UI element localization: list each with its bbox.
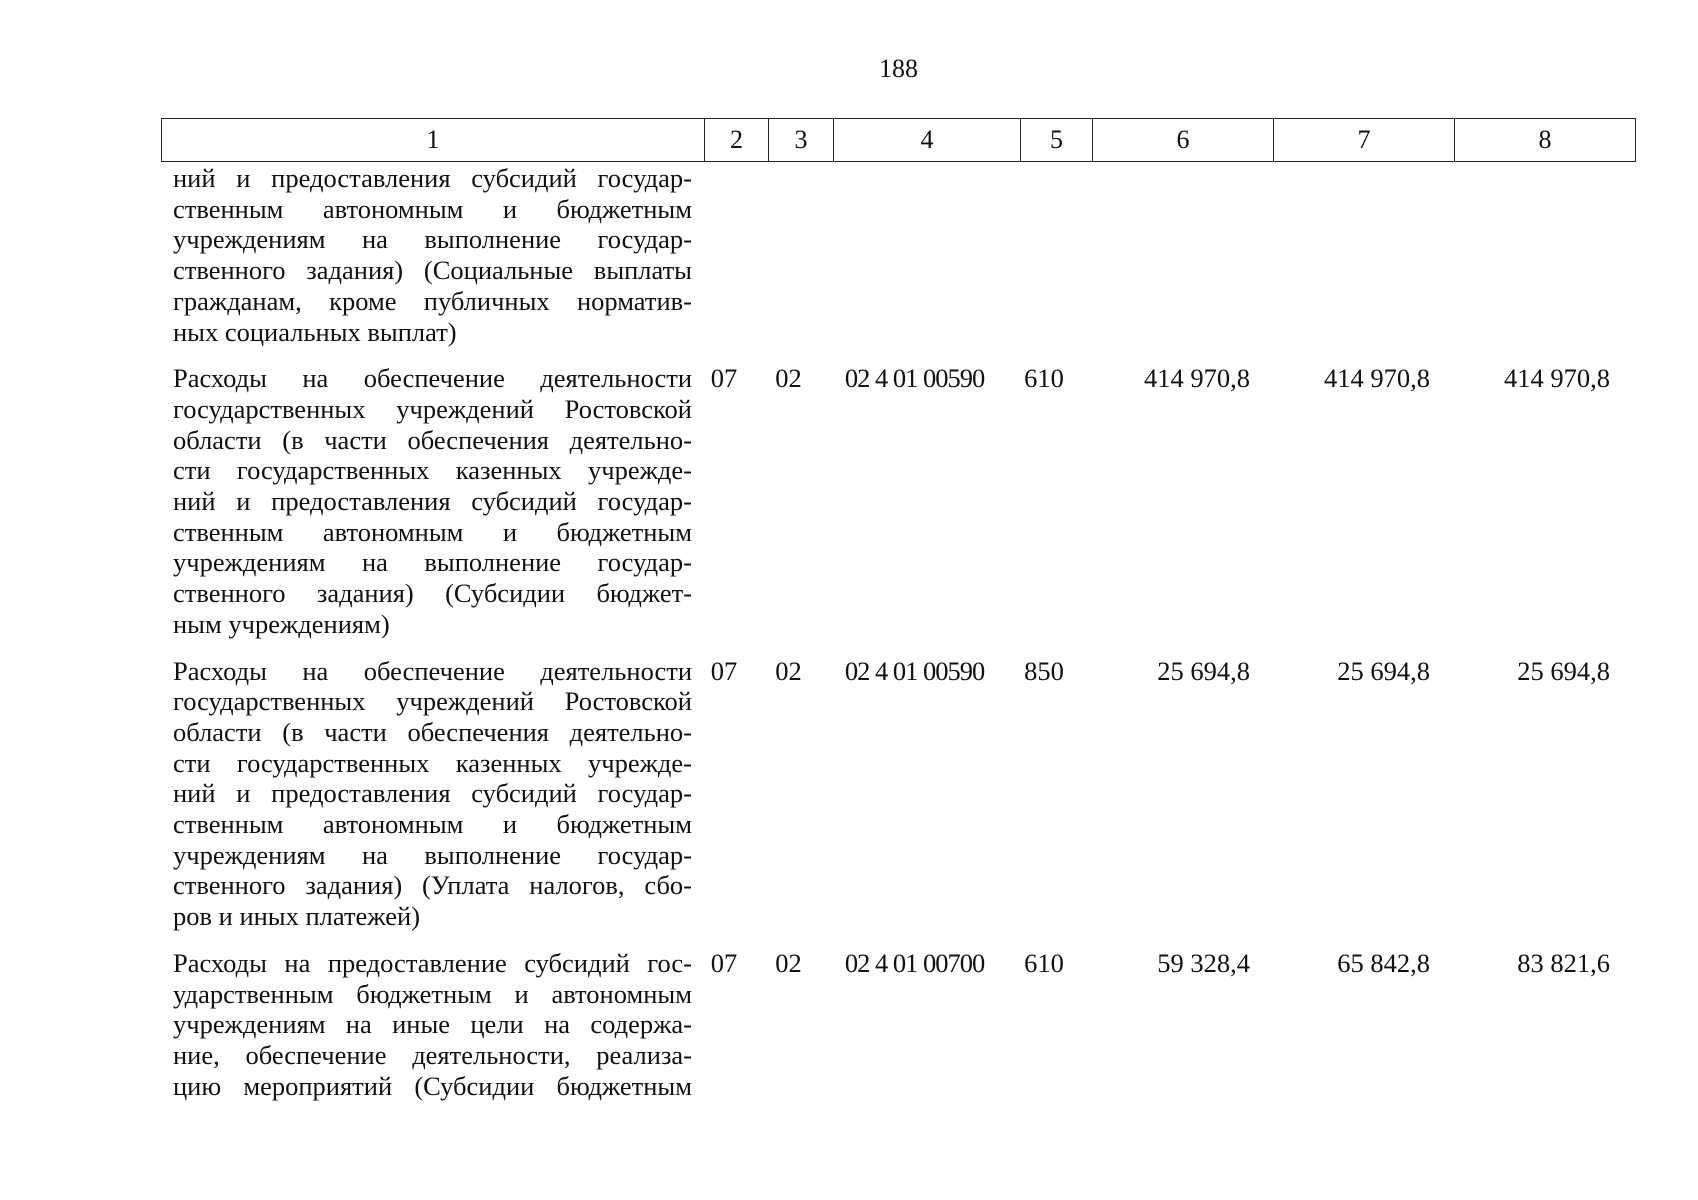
description-line: ственным автономным и бюджетным [173, 809, 692, 840]
cell-amount-col7: 25 694,8 [1337, 655, 1430, 686]
description-line: сти государственных казенных учрежде- [173, 747, 692, 778]
cell-expense-type: 610 [1024, 363, 1064, 394]
description-line: ственным автономным и бюджетным [173, 193, 692, 224]
header-col-5: 5 [1021, 119, 1093, 162]
cell-amount-col6: 414 970,8 [1144, 363, 1250, 394]
cell-amount-col6: 59 328,4 [1157, 947, 1250, 978]
description-line: Расходы на обеспечение деятельности [173, 363, 692, 394]
header-col-7: 7 [1274, 119, 1455, 162]
table-body [161, 163, 1635, 1117]
header-col-4: 4 [834, 119, 1021, 162]
cell-amount-col8: 83 821,6 [1517, 947, 1610, 978]
cell-section: 07 [710, 363, 738, 394]
table-header [161, 118, 1636, 162]
page-number: 188 [879, 54, 918, 83]
description-line: ний и предоставления субсидий государ- [173, 486, 692, 517]
table-row [161, 656, 1635, 932]
description-line: ственным автономным и бюджетным [173, 516, 692, 547]
description-line: учреждениям на выполнение государ- [173, 547, 692, 578]
cell-target-article: 02 4 01 00700 [844, 947, 985, 978]
description-line: ных социальных выплат) [173, 316, 457, 347]
description-line: гражданам, кроме публичных норматив- [173, 285, 692, 316]
table-row [161, 948, 1635, 1102]
cell-amount-col7: 414 970,8 [1324, 363, 1430, 394]
description-line: государственных учреждений Ростовской [173, 393, 692, 424]
description-line: ний и предоставления субсидий государ- [173, 163, 692, 193]
cell-expense-type: 610 [1024, 947, 1064, 978]
table-row [161, 163, 1635, 347]
cell-amount-col8: 414 970,8 [1504, 363, 1610, 394]
description-line: ственного задания) (Социальные выплаты [173, 255, 692, 286]
header-col-8: 8 [1455, 119, 1636, 162]
header-col-6: 6 [1093, 119, 1274, 162]
description-line: Расходы на предоставление субсидий гос- [173, 947, 692, 978]
description-line: ров и иных платежей) [173, 901, 421, 932]
cell-amount-col6: 25 694,8 [1157, 655, 1250, 686]
table-row [161, 363, 1635, 639]
cell-section: 07 [710, 655, 738, 686]
description-line: учреждениям на выполнение государ- [173, 839, 692, 870]
description-line: области (в части обеспечения деятельно- [173, 424, 692, 455]
header-col-3: 3 [769, 119, 834, 162]
row-description [161, 656, 692, 932]
description-line: Расходы на обеспечение деятельности [173, 655, 692, 686]
description-line: ние, обеспечение деятельности, реализа- [173, 1039, 692, 1070]
cell-amount-col8: 25 694,8 [1517, 655, 1610, 686]
cell-target-article: 02 4 01 00590 [844, 655, 985, 686]
row-description [161, 163, 692, 347]
description-line: ний и предоставления субсидий государ- [173, 778, 692, 809]
description-line: ударственным бюджетным и автономным [173, 978, 692, 1009]
cell-subsection: 02 [775, 655, 802, 686]
cell-target-article: 02 4 01 00590 [844, 363, 985, 394]
description-line: учреждениям на иные цели на содержа- [173, 1009, 692, 1040]
description-line: ственного задания) (Уплата налогов, сбо- [173, 870, 692, 901]
row-description [161, 948, 692, 1102]
description-line: государственных учреждений Ростовской [173, 686, 692, 717]
description-line: ственного задания) (Субсидии бюджет- [173, 578, 692, 609]
cell-section: 07 [710, 947, 738, 978]
cell-expense-type: 850 [1024, 655, 1064, 686]
header-col-1: 1 [162, 119, 705, 162]
description-line: области (в части обеспечения деятельно- [173, 716, 692, 747]
header-col-2: 2 [705, 119, 769, 162]
description-line: сти государственных казенных учрежде- [173, 455, 692, 486]
cell-amount-col7: 65 842,8 [1337, 947, 1430, 978]
row-description [161, 363, 692, 639]
description-line: ным учреждениям) [173, 608, 390, 639]
description-line: цию мероприятий (Субсидии бюджетным [173, 1070, 692, 1101]
description-line: учреждениям на выполнение государ- [173, 224, 692, 255]
cell-subsection: 02 [775, 363, 802, 394]
cell-subsection: 02 [775, 947, 802, 978]
